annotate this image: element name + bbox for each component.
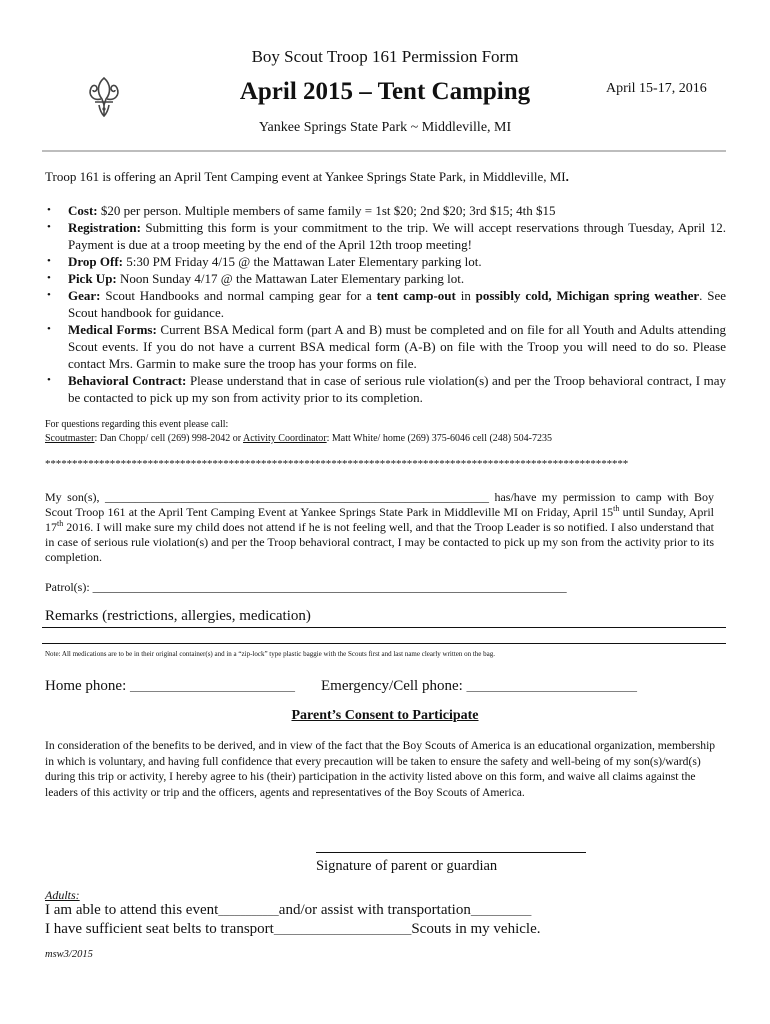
coordinator-contact: : Matt White/ home (269) 375-6046 cell (248) 504-7235	[326, 433, 552, 444]
form-title: Boy Scout Troop 161 Permission Form	[251, 47, 519, 66]
gear-text: in	[455, 288, 476, 303]
drop-off-label: Drop Off:	[68, 254, 124, 269]
emergency-phone-row	[321, 678, 637, 695]
seat-belts-suffix: Scouts in my vehicle.	[411, 921, 541, 937]
permission-text: until Sunday, April 17	[45, 505, 715, 534]
registration-label: Registration:	[68, 220, 141, 235]
medical-label: Medical Forms:	[68, 322, 157, 337]
remarks-line[interactable]	[42, 627, 726, 628]
cost-text: $20 per person. Multiple members of same family = 1st $20; 2nd $20; 3rd $15; 4th $15	[97, 203, 556, 218]
bullet-icon: •	[47, 289, 51, 301]
gear-label: Gear:	[68, 288, 101, 303]
patrol-label: Patrol(s):	[45, 580, 93, 594]
patrol-row	[45, 580, 567, 595]
bullet-icon: •	[47, 204, 51, 216]
coordinator-label: Activity Coordinator	[243, 433, 327, 444]
list-item-pick-up	[45, 270, 726, 287]
signature-label: Signature of parent or guardian	[316, 858, 498, 874]
permission-text: has/have my permission to camp with Boy Scout Troop 161 at the April Tent Camping Event at Yankee Springs State Park in Middleville MI on Friday, April 15	[45, 490, 714, 519]
gear-text: . See Scout handbook for guidance.	[68, 288, 726, 320]
list-item-gear	[45, 287, 726, 321]
list-item-registration	[45, 219, 726, 253]
bullet-icon: •	[47, 374, 51, 386]
sons-name-field[interactable]: ________________________________________________________________	[104, 490, 489, 504]
permission-text: 2016. I will make sure my child does not attend if he is not feeling well, and that the Troop Leader is so notified. I also understand that in case of serious rule violation(s) and per the Troop behavioral contract, I may be contacted to pick up my son from the activity prior to its completion.	[45, 520, 714, 564]
home-phone-field[interactable]: ______________________________	[129, 681, 295, 693]
behavioral-text: Please understand that in case of serious rule violation(s) and per the Troop behavioral contract, I may be contacted to pick up my son from activity prior to its completion.	[68, 373, 726, 405]
behavioral-label: Behavioral Contract:	[68, 373, 187, 388]
seat-belts-field[interactable]: _________________________	[273, 924, 412, 936]
attend-label: I am able to attend this event	[45, 902, 219, 918]
home-phone-row	[45, 678, 295, 695]
gear-emphasis: possibly cold, Michigan spring weather	[475, 288, 700, 303]
list-item-drop-off	[45, 253, 726, 270]
adults-label: Adults:	[45, 888, 80, 902]
transport-label: and/or assist with transportation	[278, 902, 471, 918]
consent-title: Parent’s Consent to Participate	[291, 708, 479, 723]
remarks-label: Remarks (restrictions, allergies, medication)	[45, 608, 311, 624]
header-divider	[42, 150, 726, 152]
gear-emphasis: tent camp-out	[376, 288, 456, 303]
bullet-icon: •	[47, 255, 51, 267]
footer-code: msw3/2015	[45, 949, 93, 960]
contacts-intro: For questions regarding this event please call:	[45, 419, 229, 430]
attend-field[interactable]: ___________	[218, 905, 279, 917]
event-title: April 2015 – Tent Camping	[239, 78, 531, 105]
intro-text: Troop 161 is offering an April Tent Camping event at Yankee Springs State Park, in Middleville, MI.	[45, 169, 569, 184]
permission-paragraph	[45, 490, 714, 565]
adult-attend-row	[45, 902, 531, 919]
permission-text: My son(s),	[45, 490, 105, 504]
event-location: Yankee Springs State Park ~ Middleville, MI	[258, 120, 512, 135]
consent-paragraph: In consideration of the benefits to be derived, and in view of the fact that the Boy Scouts of America is an educational organization, membership in which is voluntary, and having full confidence that every precaution will be taken to ensure the safety and well-being of my son(s)/ward(s) during this trip or activity, I hereby agree to his (their) participation in the activity listed above on this form, and waive all claims against the leaders of this activity or trip and the officers, agents and representatives of the Boy Scouts of America.	[45, 739, 716, 799]
remarks-line-2[interactable]	[42, 643, 726, 644]
emergency-phone-field[interactable]: _______________________________	[466, 681, 638, 693]
section-separator: ************************************************************************************************************	[45, 458, 629, 470]
bullet-icon: •	[47, 323, 51, 335]
gear-text: Scout Handbooks and normal camping gear for a	[100, 288, 377, 303]
transport-field[interactable]: ___________	[470, 905, 532, 917]
pick-up-label: Pick Up:	[68, 271, 117, 286]
registration-text: Submitting this form is your commitment to the trip. We will accept reservations through Tuesday, April 12. Payment is due at a troop meeting by the end of the April 12th troop meeting!	[68, 220, 726, 252]
seat-belts-label: I have sufficient seat belts to transport	[45, 921, 274, 937]
patrol-field[interactable]: _______________________________________________________________________________	[92, 580, 567, 594]
signature-field[interactable]	[316, 852, 586, 853]
superscript: th	[57, 519, 64, 528]
medication-note: Note: All medications are to be in their original container(s) and in a “zip-lock” type plastic baggie with the Scouts first and last name clearly written on the bag.	[45, 650, 495, 658]
home-phone-label: Home phone:	[45, 678, 130, 694]
bullet-icon: •	[47, 221, 51, 233]
medical-text: Current BSA Medical form (part A and B) must be completed and on file for all Youth and Adults attending Scout events. If you do not have a current BSA medical form (A-B) on file with the Troop you will need to do so. Please contact Mrs. Garmin to make sure the troop has your forms on file.	[68, 322, 726, 371]
superscript: th	[613, 504, 620, 513]
emergency-phone-label: Emergency/Cell phone:	[321, 678, 467, 694]
list-item-medical	[45, 321, 726, 372]
scoutmaster-contact: : Dan Chopp/ cell (269) 998-2042 or	[94, 433, 244, 444]
seat-belts-row	[45, 921, 540, 938]
drop-off-text: 5:30 PM Friday 4/15 @ the Mattawan Later Elementary parking lot.	[123, 254, 482, 269]
pick-up-text: Noon Sunday 4/17 @ the Mattawan Later Elementary parking lot.	[116, 271, 465, 286]
event-dates: April 15-17, 2016	[606, 81, 707, 96]
list-item-behavioral	[45, 372, 726, 406]
bullet-icon: •	[47, 272, 51, 284]
cost-label: Cost:	[68, 203, 98, 218]
scoutmaster-label: Scoutmaster	[45, 433, 95, 444]
event-details-list	[45, 202, 726, 406]
list-item-cost	[45, 202, 726, 219]
contacts-line	[45, 432, 552, 446]
